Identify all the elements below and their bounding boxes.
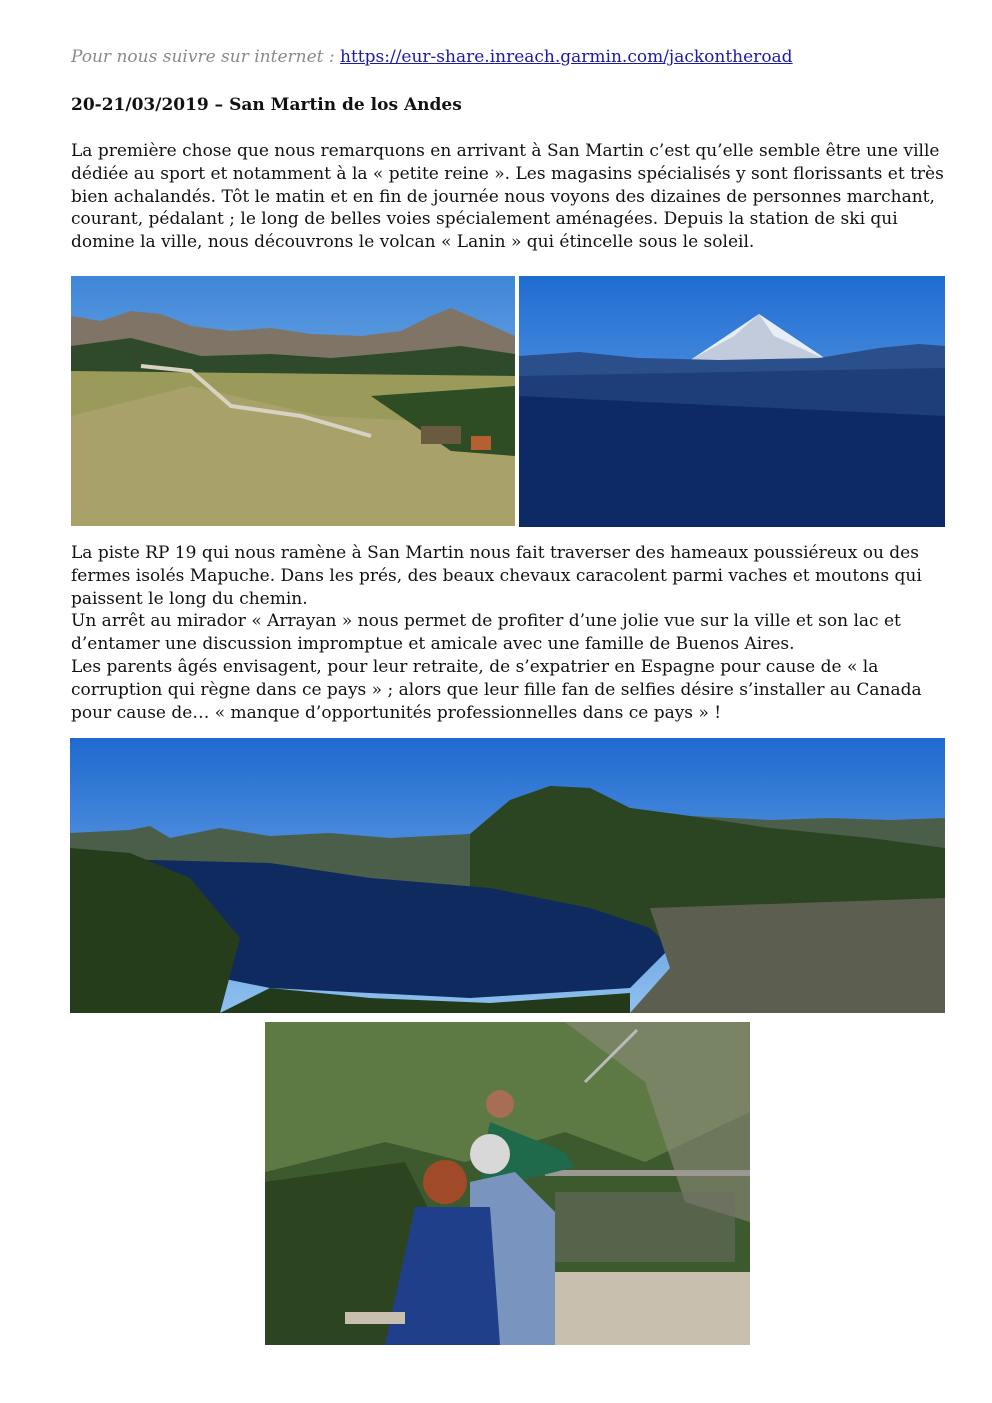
paragraph-rp19: La piste RP 19 qui nous ramène à San Martin nous fait traverser des hameaux poussiéreux ou des fermes isolés Mapuche. Dans les prés, des beaux chevaux caracolent parmi vaches et moutons qui paissent le long du chemin.: [71, 543, 922, 609]
lake-panorama-photo: [70, 738, 945, 1013]
tracking-link[interactable]: https://eur-share.inreach.garmin.com/jackontheroad: [340, 47, 793, 67]
follow-line: [71, 47, 793, 67]
page-title: 20-21/03/2019 – San Martin de los Andes: [71, 95, 462, 115]
family-mirador-photo: [265, 1022, 750, 1345]
paragraph-intro: La première chose que nous remarquons en arrivant à San Martin c’est qu’elle semble être une ville dédiée au sport et notamment à la « petite reine ». Les magasins spécialisés y sont florissants et très bien achalandés. Tôt le matin et en fin de journée nous voyons des dizaines de personnes marchant, courant, pédalant ; le long de belles voies spécialement aménagées. Depuis la station de ski qui domine la ville, nous découvrons le volcan « Lanin » qui étincelle sous le soleil.: [71, 141, 944, 253]
follow-label: Pour nous suivre sur internet :: [71, 47, 335, 67]
paragraph-family: Les parents âgés envisagent, pour leur retraite, de s’expatrier en Espagne pour cause de « la corruption qui règne dans ce pays » ; alors que leur fille fan de selfies désire s’installer au Canada pour cause de… « manque d’opportunités professionnelles dans ce pays » !: [71, 657, 922, 723]
ski-station-photo: [71, 276, 515, 526]
paragraph-mirador: Un arrêt au mirador « Arrayan » nous permet de profiter d’une jolie vue sur la ville et son lac et d’entamer une discussion impromptue et amicale avec une famille de Buenos Aires.: [71, 611, 901, 654]
lanin-volcano-photo: [519, 276, 945, 527]
